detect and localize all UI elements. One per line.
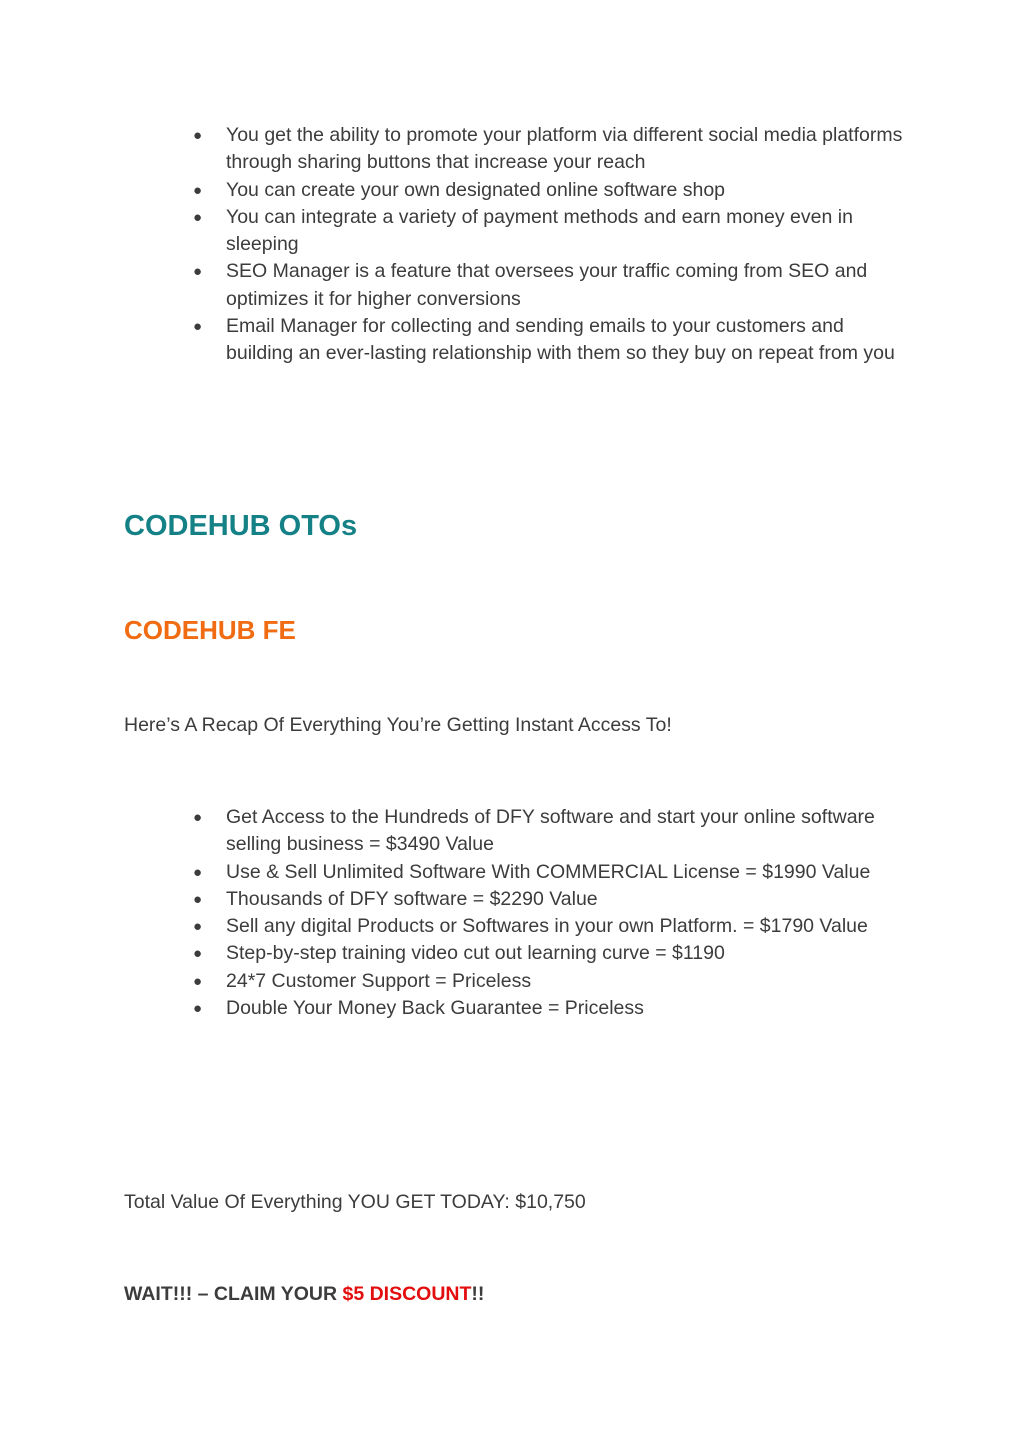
list-item-text: Thousands of DFY software = $2290 Value — [226, 887, 598, 910]
bullet-icon: ● — [193, 263, 203, 281]
list-item-text: You get the ability to promote your platform via different social media platforms through sharing buttons that increase your reach — [226, 124, 903, 174]
cta-highlight: $5 DISCOUNT — [342, 1283, 472, 1305]
bullet-icon: ● — [193, 127, 203, 144]
bullet-icon: ● — [193, 918, 203, 936]
list-item-text: 24*7 Customer Support = Priceless — [226, 969, 532, 992]
list-item-text: Double Your Money Back Guarantee = Priceless — [226, 997, 644, 1020]
recap-intro: Here’s A Recap Of Everything You’re Getting Instant Access To! — [124, 714, 672, 736]
list-item-text: Email Manager for collecting and sending emails to your customers and building an ever-lasting relationship with them so they buy on repeat from you — [226, 315, 895, 365]
list-item-text: Sell any digital Products or Softwares in your own Platform. = $1790 Value — [226, 915, 868, 938]
list-item — [193, 804, 903, 859]
list-item — [193, 913, 903, 940]
list-item — [193, 258, 903, 313]
section-title: CODEHUB OTOs — [124, 510, 358, 542]
recap-list — [193, 804, 903, 1022]
list-item — [193, 886, 903, 913]
list-item-text: You can create your own designated online software shop — [226, 178, 726, 201]
cta-suffix: !! — [471, 1283, 485, 1305]
list-item-text: Step-by-step training video cut out learning curve = $1190 — [226, 942, 725, 965]
discount-cta — [124, 1281, 484, 1308]
list-item — [193, 859, 903, 886]
features-list — [193, 122, 903, 368]
list-item — [193, 940, 903, 967]
bullet-icon: ● — [193, 890, 203, 908]
list-item — [193, 313, 903, 368]
bullet-icon: ● — [193, 809, 203, 826]
bullet-icon: ● — [193, 318, 203, 336]
bullet-icon: ● — [193, 181, 203, 199]
bullet-icon: ● — [193, 863, 203, 881]
list-item-text: SEO Manager is a feature that oversees your traffic coming from SEO and optimizes it for higher conversions — [226, 260, 868, 310]
list-item — [193, 995, 903, 1022]
subsection-title: CODEHUB FE — [124, 615, 296, 645]
list-item — [193, 177, 903, 204]
bullet-icon: ● — [193, 208, 203, 226]
total-value: Total Value Of Everything YOU GET TODAY: $10,750 — [124, 1191, 586, 1213]
bullet-icon: ● — [193, 945, 203, 963]
list-item-text: Use & Sell Unlimited Software With COMMERCIAL License = $1990 Value — [226, 860, 871, 883]
bullet-icon: ● — [193, 1000, 203, 1018]
list-item-text: Get Access to the Hundreds of DFY software and start your online software selling business = $3490 Value — [226, 806, 875, 856]
cta-prefix: WAIT!!! – CLAIM YOUR — [124, 1283, 343, 1305]
bullet-icon: ● — [193, 972, 203, 990]
list-item — [193, 204, 903, 259]
list-item — [193, 968, 903, 995]
list-item — [193, 122, 903, 177]
list-item-text: You can integrate a variety of payment methods and earn money even in sleeping — [226, 205, 853, 256]
